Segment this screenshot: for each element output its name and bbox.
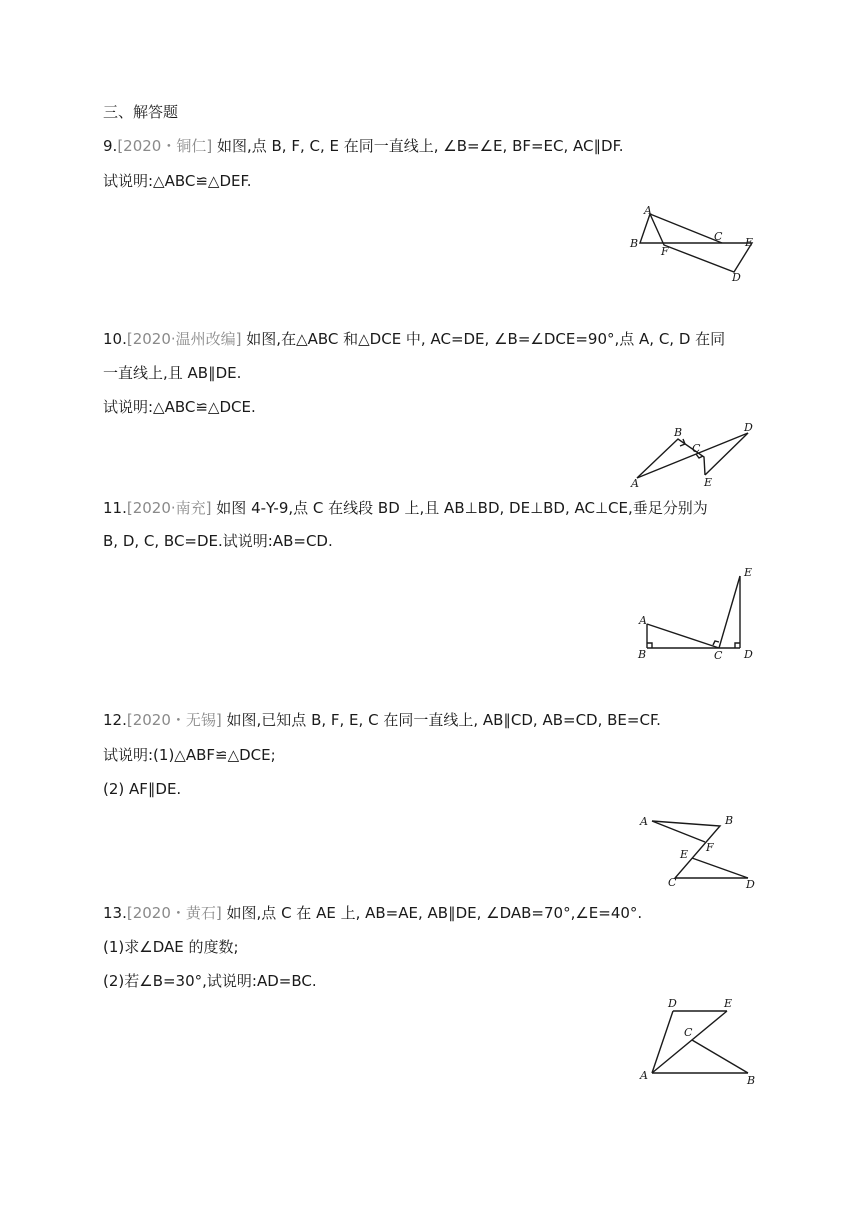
p11-label-d: D [744,648,753,661]
problem-12-number: 12. [103,711,127,729]
problem-10-line-2: 一直线上,且 AB∥DE. [103,364,242,382]
problem-9-figure [628,202,758,282]
problem-12-line-1 [103,709,661,731]
problem-9-text-1: 如图,点 B, F, C, E 在同一直线上, ∠B=∠E, BF=EC, AC∥DF. [216,137,624,155]
p9-label-e: E [745,236,754,249]
p10-label-e: E [704,476,713,489]
problem-10-line-1 [103,328,725,350]
problem-11-text-1: 如图 4-Y-9,点 C 在线段 BD 上,且 AB⊥BD, DE⊥BD, AC⊥CE,垂足分别为 [216,499,708,517]
p12-label-e: E [680,848,689,861]
p13-label-e: E [724,997,733,1010]
p11-label-c: C [714,649,723,662]
p9-label-b: B [630,237,639,250]
p11-segment-ac [647,624,719,648]
p12-segment-ed [692,858,748,878]
p11-label-a: A [639,614,647,627]
p11-label-e: E [744,566,753,579]
p13-label-b: B [747,1074,756,1087]
p11-right-angle-b [647,643,652,648]
problem-13-text-1: 如图,点 C 在 AE 上, AB=AE, AB∥DE, ∠DAB=70°,∠E=40°. [226,904,643,922]
p12-label-d: D [746,878,755,891]
section-title: 三、解答题 [103,103,179,121]
p11-right-angle-d [735,643,740,648]
p9-label-a: A [644,204,652,217]
p12-label-c: C [668,876,677,889]
problem-12-line-2: 试说明:(1)△ABF≌△DCE; [103,746,276,764]
problem-11-number: 11. [103,499,127,517]
problem-9-source: [2020・铜仁] [117,137,213,155]
p13-segment-ae [652,1011,727,1073]
problem-11-line-2: B, D, C, BC=DE.试说明:AB=CD. [103,532,333,550]
p13-label-d: D [668,997,677,1010]
problem-11-source: [2020·南充] [126,499,212,517]
problem-10-source: [2020·温州改编] [126,330,242,348]
problem-13-line-2: (1)求∠DAE 的度数; [103,938,239,956]
p9-label-c: C [714,230,723,243]
p12-label-b: B [725,814,734,827]
p10-segment-de [705,433,748,475]
problem-12-figure [630,808,760,891]
problem-13-line-1 [103,902,642,924]
p10-label-c: C [692,442,701,455]
problem-10-line-3: 试说明:△ABC≌△DCE. [103,398,256,416]
problem-9-line-2: 试说明:△ABC≌△DEF. [103,172,252,190]
problem-12-source: [2020・无锡] [126,711,222,729]
p12-label-a: A [640,815,648,828]
problem-13-line-3: (2)若∠B=30°,试说明:AD=BC. [103,972,317,990]
problem-13-source: [2020・黄石] [126,904,222,922]
problem-9-number: 9. [103,137,118,155]
problem-11-figure [630,566,760,661]
p11-right-angle-c [713,641,719,645]
p12-label-f: F [706,841,714,854]
p10-segment-ad [637,433,748,478]
p9-outline [640,214,752,272]
problem-13-number: 13. [103,904,127,922]
p10-label-a: A [631,477,639,490]
problem-12-line-3: (2) AF∥DE. [103,780,182,798]
problem-10-figure [630,420,760,490]
p12-outline [652,821,748,878]
p9-label-d: D [732,271,741,284]
problem-9-line-1 [103,135,624,157]
problem-10-text-1: 如图,在△ABC 和△DCE 中, AC=DE, ∠B=∠DCE=90°,点 A, C, D 在同 [246,330,726,348]
p9-label-f: F [661,245,669,258]
problem-13-figure [630,993,760,1088]
p13-segment-cb [692,1040,748,1073]
p11-label-b: B [638,648,647,661]
problem-10-number: 10. [103,330,127,348]
problem-12-text-1: 如图,已知点 B, F, E, C 在同一直线上, AB∥CD, AB=CD, BE=CF. [226,711,661,729]
p13-label-a: A [640,1069,648,1082]
p11-segment-ce [719,576,740,648]
p10-label-d: D [744,421,753,434]
problem-11-line-1 [103,497,708,519]
p13-label-c: C [684,1026,693,1039]
p10-label-b: B [674,426,683,439]
